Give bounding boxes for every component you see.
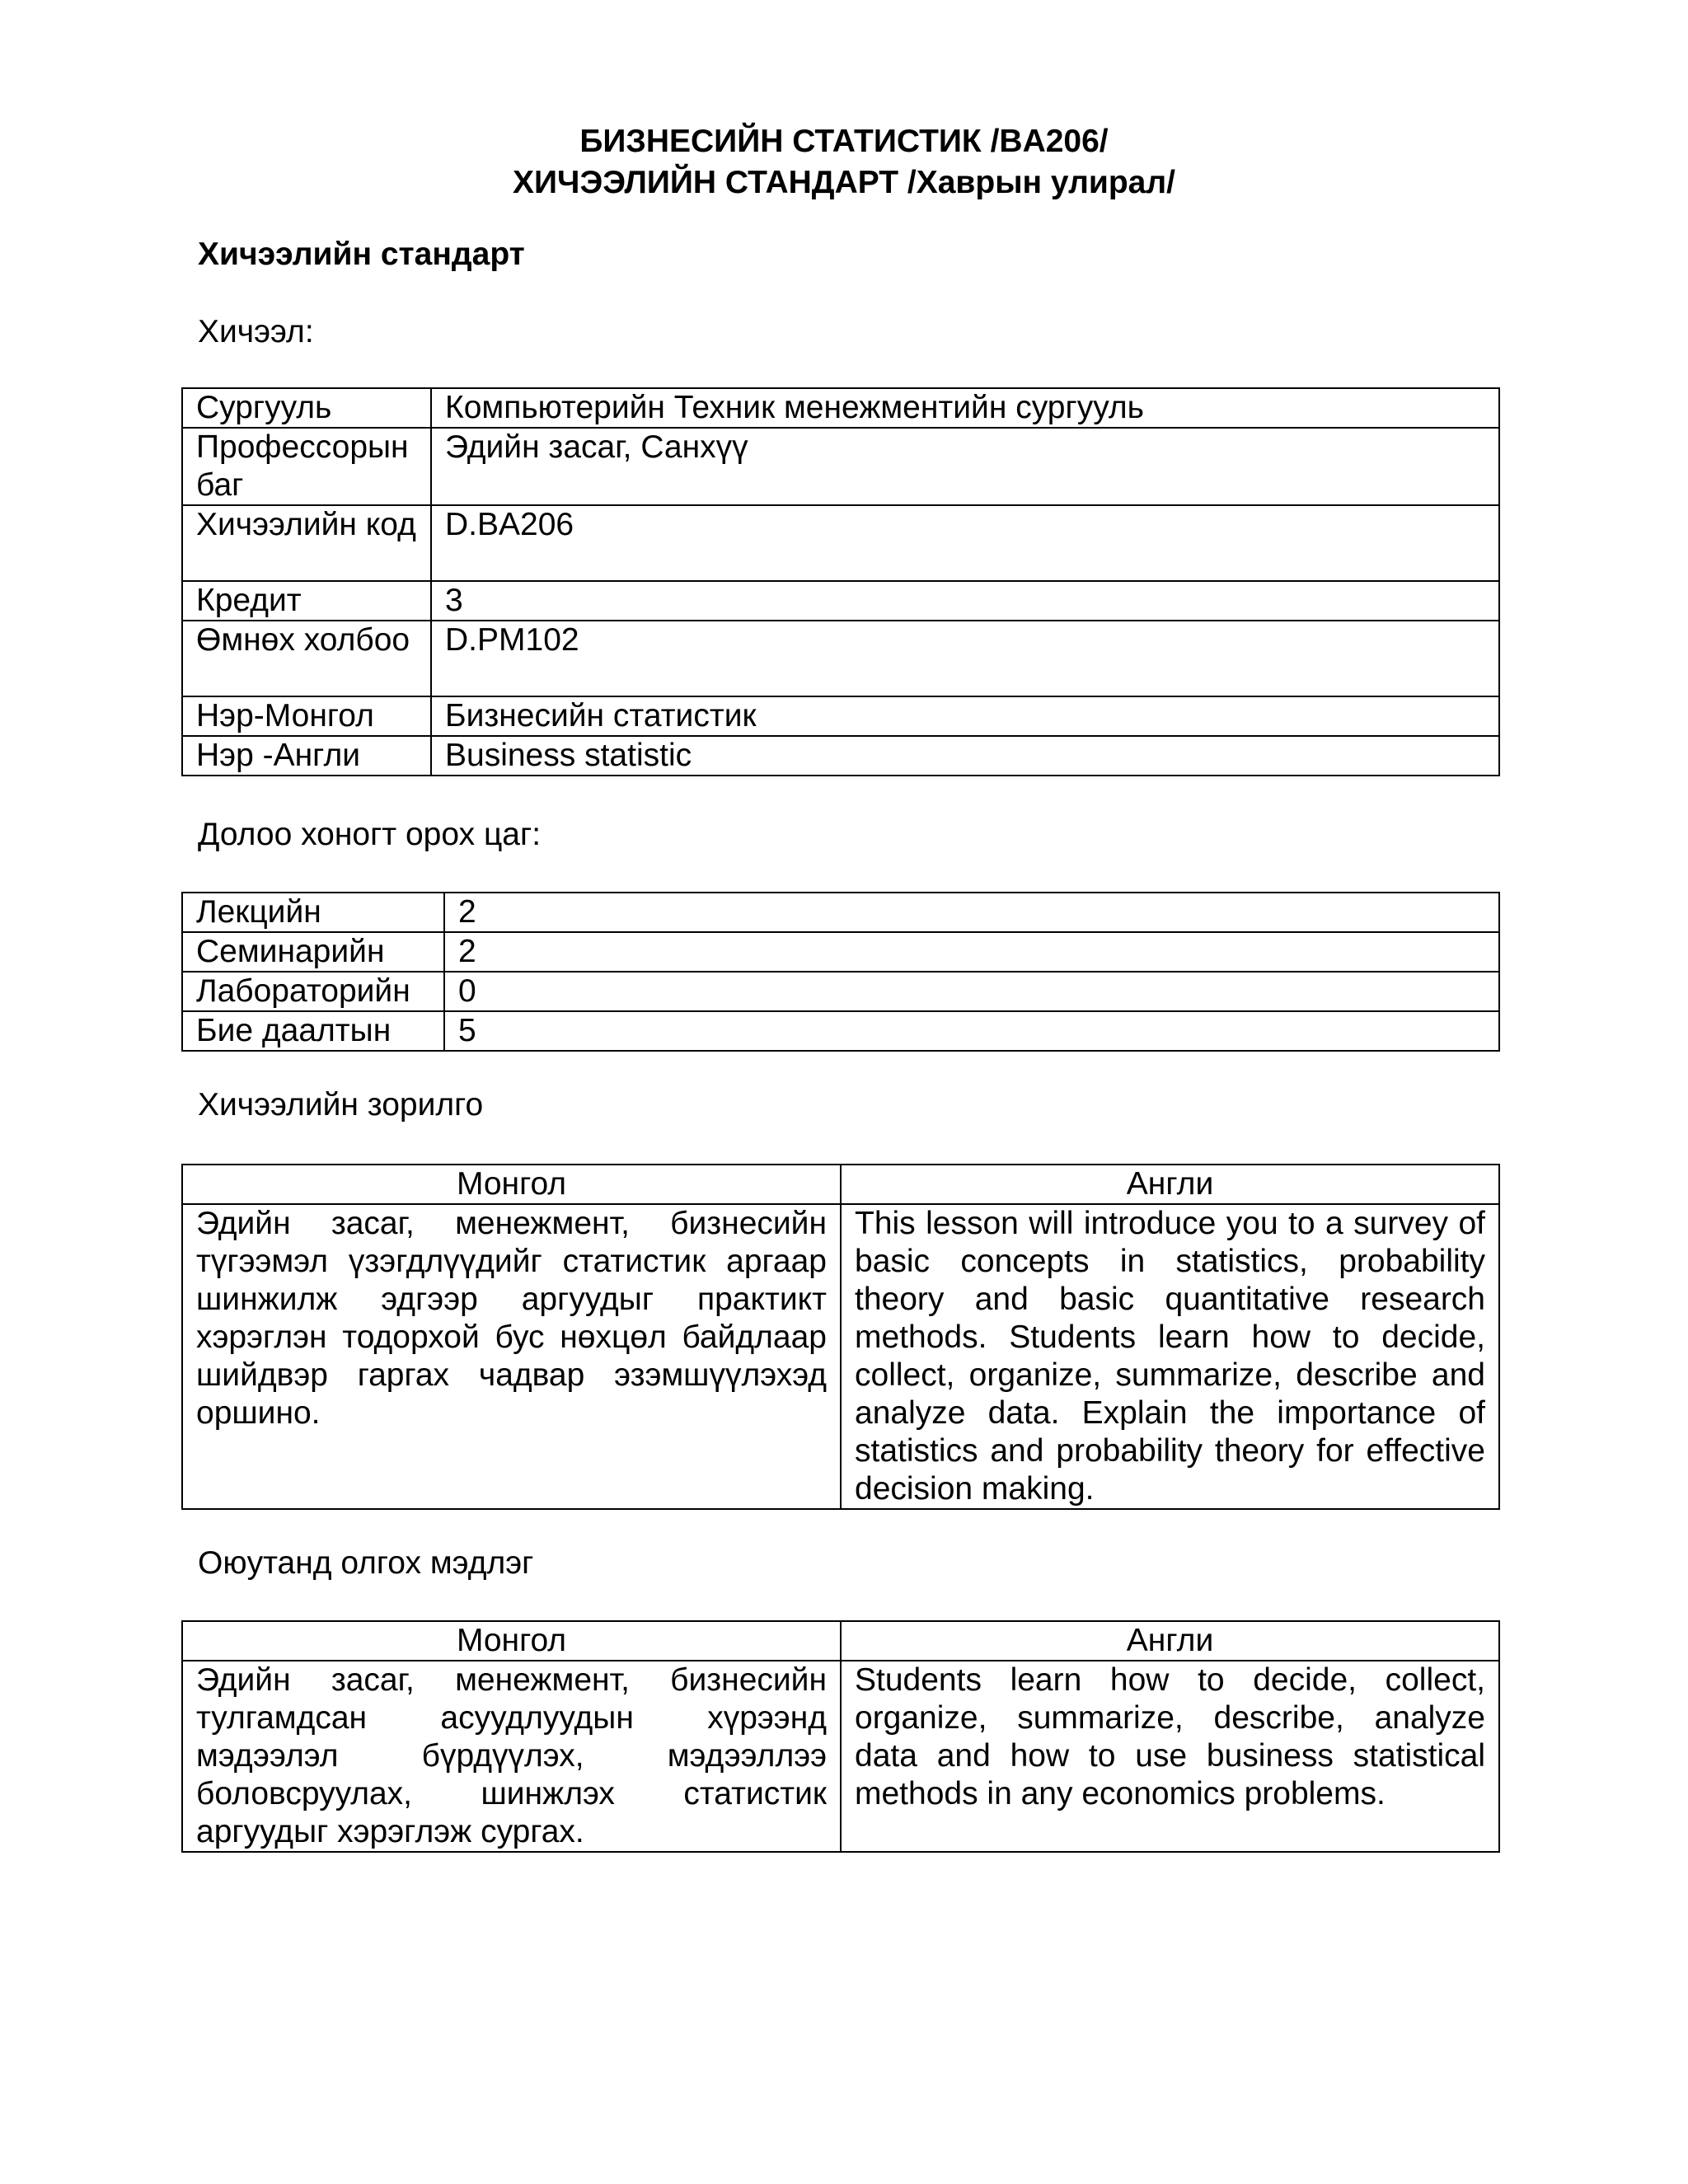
course-key-name-mn: Нэр-Монгол xyxy=(182,696,431,736)
course-key-name-en: Нэр -Англи xyxy=(182,736,431,776)
hours-value-self-study: 5 xyxy=(444,1011,1499,1051)
table-row xyxy=(182,893,1499,932)
weekly-hours-label: Долоо хоногт орох цаг: xyxy=(198,817,542,852)
knowledge-table xyxy=(181,1620,1500,1853)
course-info-table xyxy=(181,387,1500,776)
course-value-faculty: Эдийн засаг, Санхүү xyxy=(431,428,1499,505)
course-value-prerequisite: D.PM102 xyxy=(431,621,1499,696)
document-title-line-1: БИЗНЕСИЙН СТАТИСТИК /BA206/ xyxy=(579,124,1109,159)
hours-key-self-study: Бие даалтын xyxy=(182,1011,444,1051)
course-key-faculty: Профессорын баг xyxy=(182,428,431,505)
course-key-code: Хичээлийн код xyxy=(182,505,431,581)
hours-value-seminar: 2 xyxy=(444,932,1499,972)
table-row xyxy=(182,621,1499,696)
knowledge-text-mongolian: Эдийн засаг, менежмент, бизнесийн тулгамдсан асуудлуудын хүрээнд мэдээлэл бүрдүүлэх, мэдээллээ боловсруулах, шинжлэх статистик аргуудыг хэрэглэж сургах. xyxy=(182,1661,841,1852)
hours-key-seminar: Семинарийн xyxy=(182,932,444,972)
knowledge-header-english: Англи xyxy=(841,1621,1499,1661)
knowledge-text-english: Students learn how to decide, collect, organize, summarize, describe, analyze data and how to use business statistical methods in any economics problems. xyxy=(841,1661,1499,1852)
objective-label: Хичээлийн зорилго xyxy=(198,1087,484,1122)
table-row xyxy=(182,696,1499,736)
objective-header-mongolian: Монгол xyxy=(182,1165,841,1204)
course-label: Хичээл: xyxy=(198,314,314,349)
course-key-school: Сургууль xyxy=(182,388,431,428)
course-key-prerequisite: Өмнөх холбоо xyxy=(182,621,431,696)
table-row xyxy=(182,1165,1499,1204)
course-value-credit: 3 xyxy=(431,581,1499,621)
hours-value-laboratory: 0 xyxy=(444,972,1499,1011)
objective-text-mongolian: Эдийн засаг, менежмент, бизнесийн түгээмэл үзэгдлүүдийг статистик аргаар шинжилж эдгээр аргуудыг практикт хэрэглэн тодорхой бус нөхцөл байдлаар шийдвэр гаргах чадвар эзэмшүүлэхэд оршино. xyxy=(182,1204,841,1509)
table-row xyxy=(182,1621,1499,1661)
hours-key-lecture: Лекцийн xyxy=(182,893,444,932)
objective-text-english: This lesson will introduce you to a survey of basic concepts in statistics, probability theory and basic quantitative research methods. Students learn how to decide, collect, organize, summarize, describe and analyze data. Explain the importance of statistics and probability theory for effective decision making. xyxy=(841,1204,1499,1509)
table-row xyxy=(182,1661,1499,1852)
table-row xyxy=(182,505,1499,581)
knowledge-label: Оюутанд олгох мэдлэг xyxy=(198,1545,534,1581)
knowledge-header-mongolian: Монгол xyxy=(182,1621,841,1661)
course-value-school: Компьютерийн Техник менежментийн сургууль xyxy=(431,388,1499,428)
objective-header-english: Англи xyxy=(841,1165,1499,1204)
table-row xyxy=(182,972,1499,1011)
table-row xyxy=(182,736,1499,776)
objective-table xyxy=(181,1164,1500,1510)
hours-key-laboratory: Лабораторийн xyxy=(182,972,444,1011)
table-row xyxy=(182,581,1499,621)
section-heading: Хичээлийн стандарт xyxy=(198,237,525,272)
hours-value-lecture: 2 xyxy=(444,893,1499,932)
table-row xyxy=(182,428,1499,505)
document-title-line-2: ХИЧЭЭЛИЙН СТАНДАРТ /Хаврын улирал/ xyxy=(513,165,1175,200)
course-key-credit: Кредит xyxy=(182,581,431,621)
course-value-code: D.BA206 xyxy=(431,505,1499,581)
table-row xyxy=(182,388,1499,428)
table-row xyxy=(182,932,1499,972)
table-row xyxy=(182,1204,1499,1509)
table-row xyxy=(182,1011,1499,1051)
weekly-hours-table xyxy=(181,892,1500,1052)
course-value-name-en: Business statistic xyxy=(431,736,1499,776)
course-value-name-mn: Бизнесийн статистик xyxy=(431,696,1499,736)
